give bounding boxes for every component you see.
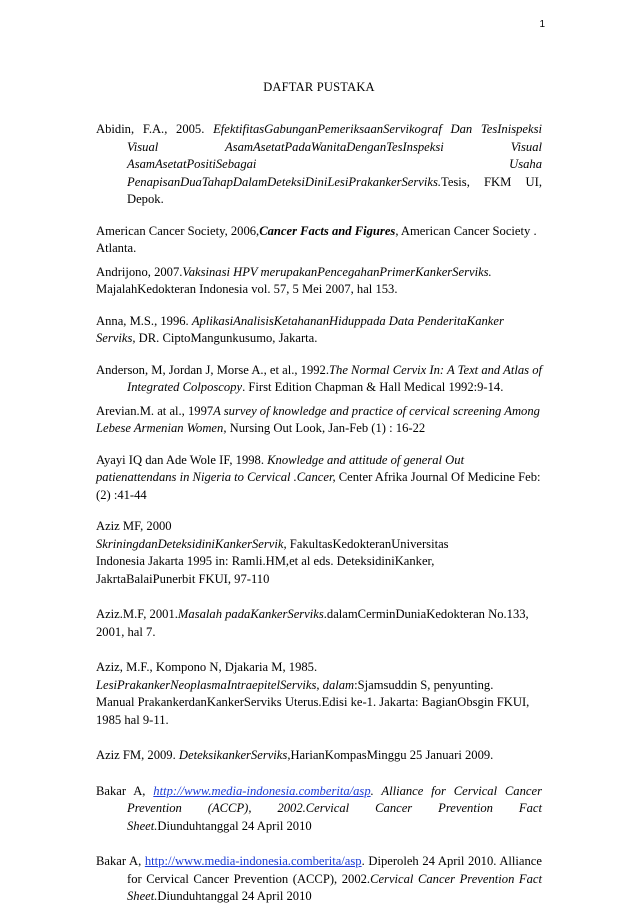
media-indonesia-link[interactable]: http://www.media-indonesia.comberita/asp	[153, 783, 371, 798]
reference-andrijono-2007: Andrijono, 2007.Vaksinasi HPV merupakanPencegahanPrimerKankerServiks. MajalahKedokteran Indonesia vol. 57, 5 Mei 2007, hal 153.	[96, 264, 492, 296]
reference-american-cancer-society: American Cancer Society, 2006,Cancer Facts and Figures, American Cancer Society . Atlanta.	[96, 223, 537, 255]
media-indonesia-link[interactable]: http://www.media-indonesia.comberita/asp	[144, 854, 362, 868]
reference-arevian-1997: Arevian.M. at al., 1997A survey of knowledge and practice of cervical screening Among Lebese Armenian Women, Nursing Out Look, Jan-Feb (1) : 16-22	[96, 403, 540, 435]
reference-bakar-2: Bakar A, http://www.media-indonesia.comberita/asp. Diperoleh 24 April 2010. Alliance for Cervical Cancer Prevention (ACCP), 2002.Cervical Cancer Prevention Fact Sheet.Diunduhtanggal 24 April 2010	[96, 854, 542, 903]
reference-aziz-1985: Aziz, M.F., Kompono N, Djakaria M, 1985. LesiPrakankerNeoplasmaIntraepitelServiks, dalam:Sjamsuddin S, penyunting. Manual PrakankerdanKankerServiks Uterus.Edisi ke-1. Jakarta: BagianObsgin FKUI, 1985 hal 9-11.	[96, 660, 530, 727]
page-number: 1	[539, 19, 545, 30]
reference-list	[96, 121, 542, 916]
reference-abidin-2005: Abidin, F.A., 2005. EfektifitasGabunganPemeriksaanServikograf Dan TesInispeksi Visual AsamAsetatPadaWanitaDenganTesInspeksi Visual AsamAsetatPositiSebagai Usaha PenapisanDuaTahapDalamDeteksiDiniLesiPrakankerServiks.Tesis, FKM UI, Depok.	[96, 122, 542, 206]
reference-aziz-2000: Aziz MF, 2000 SkriningdanDeteksidiniKankerServik, FakultasKedokteranUniversitas Indonesia Jakarta 1995 in: Ramli.HM,et al eds. DeteksidiniKanker, JakrtaBalaiPunerbit FKUI, 97-110	[96, 519, 449, 586]
reference-aziz-2001: Aziz.M.F, 2001.Masalah padaKankerServiks.dalamCerminDuniaKedokteran No.133, 2001, hal 7.	[96, 607, 529, 639]
reference-anderson-1992: Anderson, M, Jordan J, Morse A., et al., 1992.The Normal Cervix In: A Text and Atlas of Integrated Colposcopy. First Edition Chapman & Hall Medical 1992:9-14.	[96, 362, 542, 394]
reference-bakar-1: Bakar A, http://www.media-indonesia.comberita/asp. Alliance for Cervical Cancer Prevention (ACCP), 2002.Cervical Cancer Prevention Fact Sheet.Diunduhtanggal 24 April 2010	[96, 783, 542, 833]
reference-aziz-2009: Aziz FM, 2009. DeteksikankerServiks,HarianKompasMinggu 25 Januari 2009.	[96, 748, 494, 762]
reference-anna-1996: Anna, M.S., 1996. AplikasiAnalisisKetahananHiduppada Data PenderitaKanker Serviks, DR. CiptoMangunkusumo, Jakarta.	[96, 313, 504, 345]
reference-ayayi-1998: Ayayi IQ dan Ade Wole IF, 1998. Knowledge and attitude of general Out patienattendans in Nigeria to Cervical .Cancer, Center Afrika Journal Of Medicine Feb: (2) :41-44	[96, 452, 541, 502]
page-title: DAFTAR PUSTAKA	[263, 80, 375, 94]
